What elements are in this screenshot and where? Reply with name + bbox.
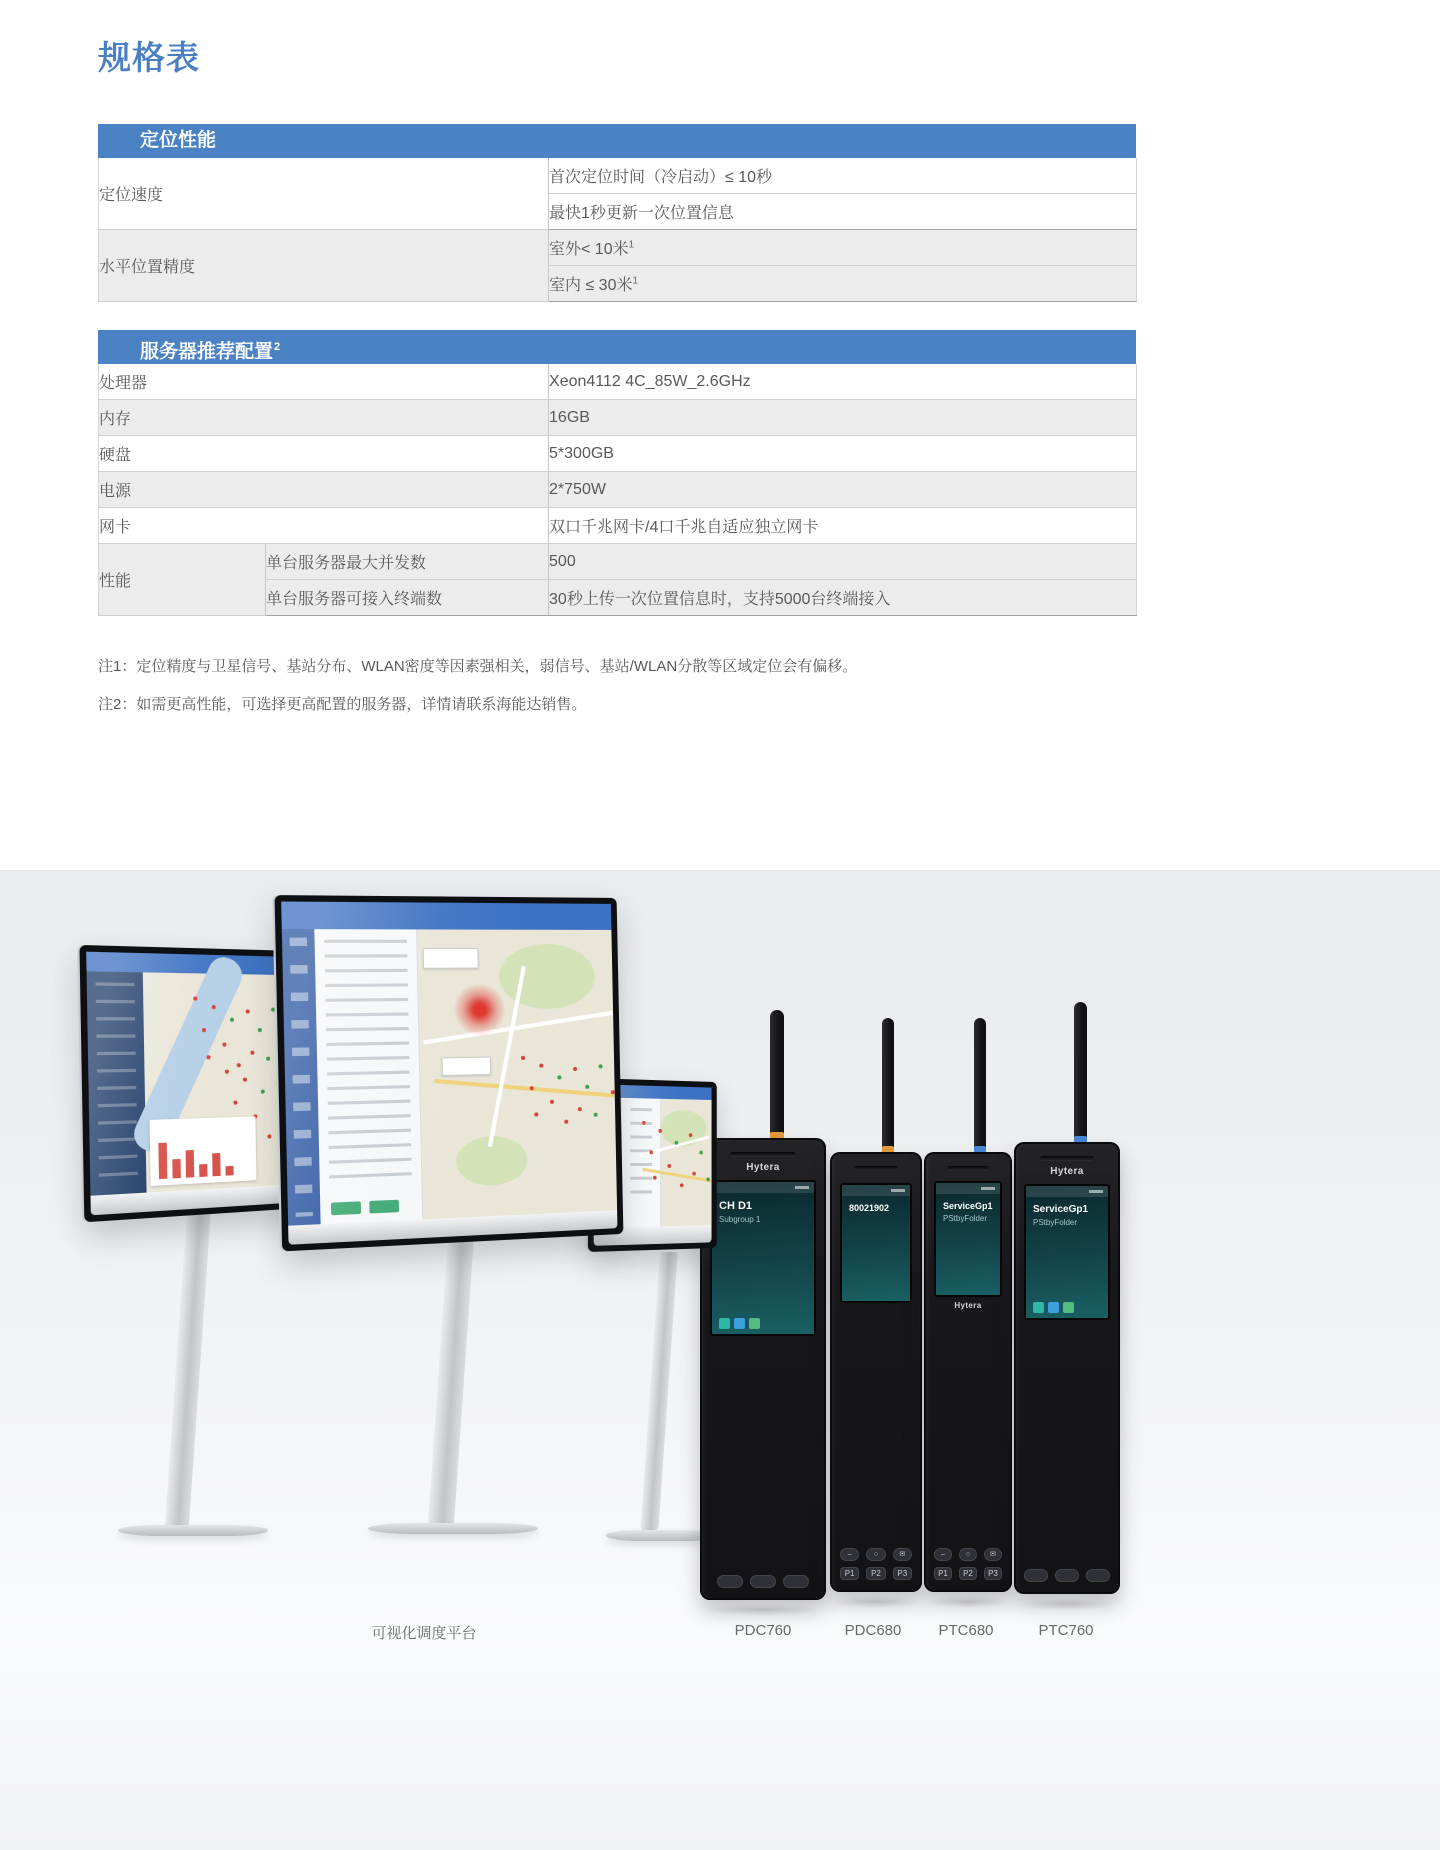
radio-pdc680 [830, 1152, 922, 1592]
radio-statusbar [712, 1182, 814, 1193]
spec-value [549, 266, 1137, 302]
radio-body [1014, 1142, 1120, 1594]
monitor-center [274, 895, 623, 1251]
positioning-table-grid [98, 158, 1137, 302]
app-panel [314, 929, 423, 1224]
radio-screen [710, 1180, 816, 1336]
table-row [99, 508, 1137, 544]
table-row [99, 158, 1137, 194]
server-config-table [98, 330, 1136, 616]
dashboard-bar-chart [150, 1116, 257, 1185]
radio-statusbar [936, 1183, 1000, 1194]
spec-value: 5*300GB [549, 436, 1137, 472]
spec-value: 30秒上传一次位置信息时，支持5000台终端接入 [549, 580, 1137, 616]
call-key: ‒ [934, 1548, 952, 1561]
table-row [99, 544, 1137, 580]
monitor-screen [281, 902, 617, 1226]
p2-key: P2 [959, 1567, 977, 1580]
app-icon [719, 1318, 730, 1329]
positioning-table-header-text: 定位性能 [140, 130, 217, 151]
model-caption-pdc760: PDC760 [734, 1622, 792, 1639]
p3-key: P3 [893, 1567, 912, 1580]
radio-app-icons [1033, 1302, 1074, 1313]
spec-sublabel: 单台服务器可接入终端数 [266, 580, 549, 616]
table-row [99, 436, 1137, 472]
radio-body [830, 1152, 922, 1592]
monitor-stand-neck [640, 1252, 678, 1532]
radio-icon-keys [840, 1548, 912, 1561]
map-markers [225, 1070, 229, 1074]
radio-statusbar [842, 1185, 910, 1196]
radio-function-keys [840, 1567, 912, 1580]
speaker-grill [854, 1166, 899, 1171]
radio-screen [1024, 1184, 1110, 1320]
monitor-stand-neck [428, 1232, 475, 1528]
app-icon [734, 1318, 745, 1329]
call-key: ‒ [840, 1548, 859, 1561]
footnote-marker: 1 [628, 239, 635, 251]
positioning-table [98, 124, 1136, 302]
monitor-stand-base [118, 1525, 268, 1536]
spec-value: 2*750W [549, 472, 1137, 508]
radio-antenna [770, 1010, 784, 1140]
map-callout [423, 948, 479, 969]
map-callout [442, 1057, 492, 1077]
radio-channel-sub: Subgroup 1 [719, 1215, 761, 1224]
p3-key: P3 [984, 1567, 1002, 1580]
page-title: 规格表 [98, 39, 200, 76]
radio-ptc760 [1014, 1142, 1120, 1594]
table-row [99, 472, 1137, 508]
app-icon [1048, 1302, 1059, 1313]
spec-label: 定位速度 [99, 158, 549, 230]
model-caption-ptc760: PTC760 [1038, 1622, 1094, 1639]
app-panel [622, 1098, 661, 1227]
panel-button [369, 1200, 399, 1214]
footnote-1: 注1：定位精度与卫星信号、基站分布、WLAN密度等因素强相关，弱信号、基站/WLAN分散等区域定位会有偏移。 [98, 658, 858, 675]
map-road [434, 1079, 614, 1098]
server-config-table-header [98, 330, 1136, 364]
radio-statusbar [1026, 1186, 1108, 1197]
app-icon [1063, 1302, 1074, 1313]
monitor-frame [274, 895, 623, 1251]
brand-logo: Hytera [1050, 1166, 1084, 1177]
nav-key [1086, 1569, 1110, 1582]
model-caption-ptc680: PTC680 [938, 1622, 994, 1639]
radio-channel-sub: PStbyFolder [1033, 1218, 1078, 1227]
speaker-grill [730, 1152, 796, 1157]
spec-label: 硬盘 [99, 436, 549, 472]
spec-value [549, 230, 1137, 266]
radio-nav-keys [1024, 1569, 1110, 1582]
radio-pdc760 [700, 1138, 826, 1600]
spec-value: 16GB [549, 400, 1137, 436]
product-showcase [0, 870, 1440, 1850]
footnote-marker: 1 [632, 275, 639, 287]
ok-key: ○ [959, 1548, 977, 1561]
brand-logo: Hytera [746, 1162, 780, 1173]
spec-value: 首次定位时间（冷启动）≤ 10秒 [549, 158, 1137, 194]
app-topbar [281, 902, 611, 930]
spec-label: 性能 [99, 544, 266, 616]
app-icon [749, 1318, 760, 1329]
map-park [499, 944, 596, 1009]
radio-screen [840, 1183, 912, 1303]
message-key: ✉ [893, 1548, 912, 1561]
radio-channel-name: CH D1 [719, 1200, 753, 1212]
spec-value: 最快1秒更新一次位置信息 [549, 194, 1137, 230]
footnotes [98, 648, 857, 724]
panel-button [331, 1201, 361, 1215]
radio-screen [934, 1181, 1002, 1297]
monitor-stand-base [368, 1523, 538, 1534]
radio-function-keys [934, 1567, 1002, 1580]
table-row [99, 364, 1137, 400]
radio-body [924, 1152, 1012, 1592]
radio-body [700, 1138, 826, 1600]
spec-label: 电源 [99, 472, 549, 508]
footnote-marker: 2 [274, 341, 281, 353]
radio-app-icons [719, 1318, 760, 1329]
spec-sublabel: 单台服务器最大并发数 [266, 544, 549, 580]
radio-channel-name: ServiceGp1 [1033, 1204, 1089, 1215]
radio-antenna [882, 1018, 894, 1154]
spec-label: 网卡 [99, 508, 549, 544]
p2-key: P2 [866, 1567, 885, 1580]
map-road [423, 1011, 612, 1045]
footnote-2: 注2：如需更高性能，可选择更高配置的服务器，详情请联系海能达销售。 [98, 696, 587, 713]
monitor-stand-neck [165, 1204, 212, 1530]
app-icon [1033, 1302, 1044, 1313]
spec-value: 500 [549, 544, 1137, 580]
radio-channel-sub: PStbyFolder [943, 1214, 988, 1223]
nav-key [717, 1575, 743, 1588]
nav-key [1055, 1569, 1079, 1582]
nav-key [750, 1575, 776, 1588]
spec-value-text: 室内 ≤ 30米 [549, 277, 633, 294]
radio-icon-keys [934, 1548, 1002, 1561]
radio-antenna [1074, 1002, 1087, 1144]
table-row [99, 400, 1137, 436]
spec-value: Xeon4112 4C_85W_2.6GHz [549, 364, 1137, 400]
spec-label: 水平位置精度 [99, 230, 549, 302]
radio-antenna [974, 1018, 986, 1154]
nav-key [1024, 1569, 1048, 1582]
model-caption-pdc680: PDC680 [844, 1622, 902, 1639]
server-config-grid [98, 364, 1137, 616]
map-markers [521, 1056, 525, 1060]
spec-label: 内存 [99, 400, 549, 436]
message-key: ✉ [984, 1548, 1002, 1561]
brand-logo: Hytera [954, 1301, 982, 1310]
map-markers [193, 996, 197, 1000]
radio-channel-name: 80021902 [849, 1203, 890, 1213]
server-config-header-text: 服务器推荐配置 [140, 341, 274, 363]
radio-channel-sub [842, 1213, 910, 1216]
speaker-grill [1040, 1156, 1093, 1161]
radio-ptc680 [924, 1152, 1012, 1592]
ok-key: ○ [866, 1548, 885, 1561]
radio-nav-keys [710, 1575, 816, 1588]
spec-label: 处理器 [99, 364, 549, 400]
radio-channel-name: ServiceGp1 [943, 1201, 993, 1211]
spec-value: 双口千兆网卡/4口千兆自适应独立网卡 [549, 508, 1137, 544]
platform-caption: 可视化调度平台 [371, 1625, 477, 1642]
p1-key: P1 [934, 1567, 952, 1580]
map-markers [642, 1121, 646, 1125]
speaker-grill [947, 1166, 989, 1171]
p1-key: P1 [840, 1567, 859, 1580]
app-sidebar [87, 971, 147, 1195]
spec-value-text: 室外< 10米 [549, 241, 629, 258]
table-row [99, 230, 1137, 266]
nav-key [783, 1575, 809, 1588]
positioning-table-header [98, 124, 1136, 158]
